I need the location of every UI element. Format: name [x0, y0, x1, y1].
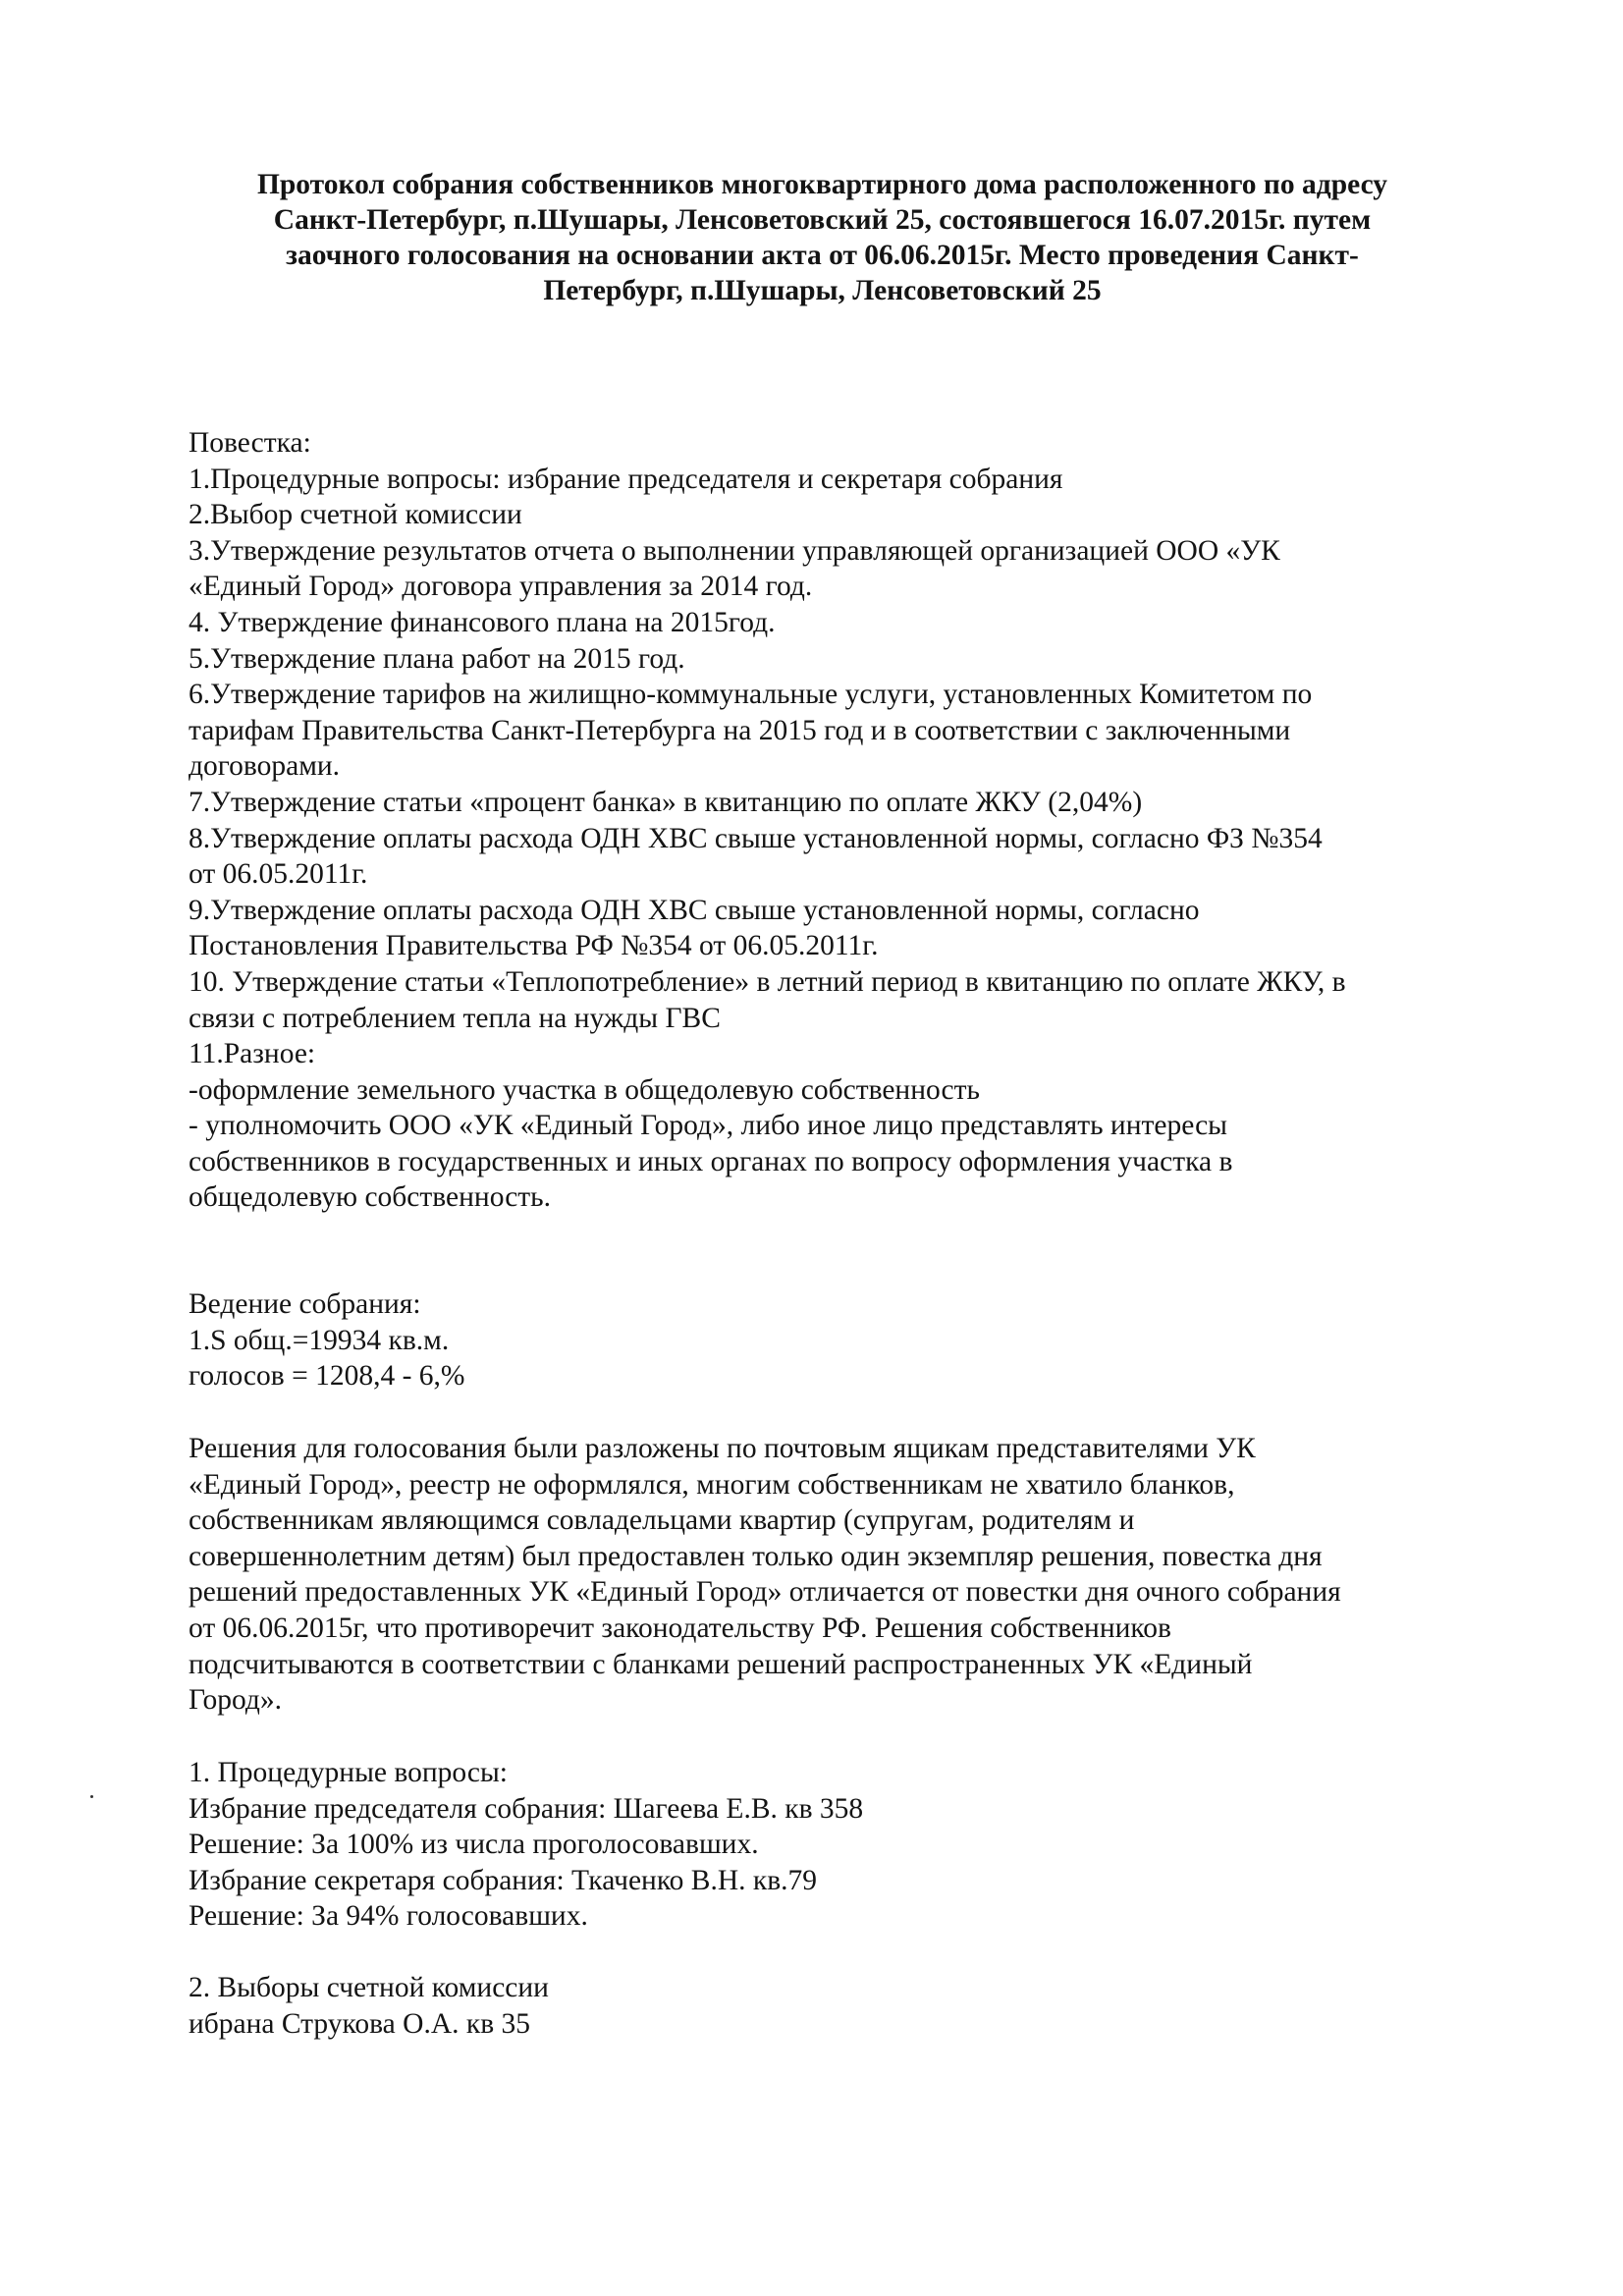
agenda-line: связи с потреблением тепла на нужды ГВС	[189, 1002, 721, 1034]
agenda-line: 1.Процедурные вопросы: избрание председателя и секретаря собрания	[189, 463, 1063, 495]
section-line: Решение: За 94% голосовавших.	[189, 1900, 588, 1933]
section-line: Решение: За 100% из числа проголосовавших.	[189, 1829, 759, 1861]
section-line: Избрание секретаря собрания: Ткаченко В.Н. кв.79	[189, 1864, 818, 1896]
agenda-line: собственников в государственных и иных органах по вопросу оформления участка в	[189, 1145, 1233, 1177]
agenda-line: 10. Утверждение статьи «Теплопотребление» в летний период в квитанцию по оплате ЖКУ, в	[189, 965, 1346, 998]
section-line: ибрана Струкова О.А. кв 35	[189, 2007, 531, 2040]
agenda-section	[189, 425, 1346, 1216]
paragraph-line: собственникам являющимся совладельцами квартир (супругам, родителям и	[189, 1504, 1135, 1537]
agenda-line: 11.Разное:	[189, 1038, 316, 1070]
decisions-paragraph	[189, 1431, 1341, 1719]
agenda-heading: Повестка:	[189, 427, 311, 459]
section-line: Избрание председателя собрания: Шагеева Е.В. кв 358	[189, 1792, 864, 1825]
agenda-line: 8.Утверждение оплаты расхода ОДН ХВС свыше установленной нормы, согласно ФЗ №354	[189, 822, 1323, 854]
agenda-line: 4. Утверждение финансового плана на 2015год.	[189, 606, 776, 638]
procedural-questions-section	[189, 1755, 863, 1935]
paragraph-line: подсчитываются в соответствии с бланками решений распространенных УК «Единый	[189, 1648, 1253, 1680]
agenda-line: Постановления Правительства РФ №354 от 06.05.2011г.	[189, 930, 879, 962]
meeting-conduct-section	[189, 1286, 465, 1394]
conduct-line: 1.S общ.=19934 кв.м.	[189, 1324, 450, 1356]
agenda-line: 7.Утверждение статьи «процент банка» в квитанцию по оплате ЖКУ (2,04%)	[189, 786, 1143, 818]
agenda-line: 9.Утверждение оплаты расхода ОДН ХВС свыше установленной нормы, согласно	[189, 894, 1200, 926]
protocol-title	[182, 167, 1463, 308]
section-heading: 1. Процедурные вопросы:	[189, 1757, 508, 1788]
agenda-line: «Единый Город» договора управления за 2014 год.	[189, 571, 813, 603]
paragraph-line: от 06.06.2015г, что противоречит законодательству РФ. Решения собственников	[189, 1612, 1171, 1644]
paragraph-line: Решения для голосования были разложены по почтовым ящикам представителями УК	[189, 1433, 1256, 1464]
title-line: Санкт-Петербург, п.Шушары, Ленсоветовский 25, состоявшегося 16.07.2015г. путем	[273, 204, 1372, 236]
agenda-line: тарифам Правительства Санкт-Петербурга на 2015 год и в соответствии с заключенными	[189, 714, 1291, 746]
title-line: заочного голосования на основании акта от 06.06.2015г. Место проведения Санкт-	[286, 240, 1359, 271]
section-heading: 2. Выборы счетной комиссии	[189, 1972, 549, 2003]
conduct-heading: Ведение собрания:	[189, 1288, 421, 1320]
paragraph-line: Город».	[189, 1684, 282, 1717]
agenda-line: общедолевую собственность.	[189, 1181, 552, 1214]
paragraph-line: «Единый Город», реестр не оформлялся, многим собственникам не хватило бланков,	[189, 1468, 1235, 1501]
agenda-line: 3.Утверждение результатов отчета о выполнении управляющей организацией ООО «УК	[189, 534, 1280, 567]
title-line: Протокол собрания собственников многоквартирного дома расположенного по адресу	[256, 169, 1388, 200]
agenda-line: от 06.05.2011г.	[189, 858, 368, 891]
agenda-line: -оформление земельного участка в общедолевую собственность	[189, 1073, 980, 1106]
conduct-line: голосов = 1208,4 - 6,%	[189, 1360, 465, 1393]
paragraph-line: решений предоставленных УК «Единый Город» отличается от повестки дня очного собрания	[189, 1576, 1341, 1609]
counting-commission-section	[189, 1970, 549, 2042]
agenda-line: 5.Утверждение плана работ на 2015 год.	[189, 642, 685, 675]
agenda-line: договорами.	[189, 750, 341, 783]
agenda-line: 6.Утверждение тарифов на жилищно-коммунальные услуги, установленных Комитетом по	[189, 679, 1313, 711]
scan-speck	[90, 1795, 93, 1798]
agenda-line: 2.Выбор счетной комиссии	[189, 499, 522, 531]
paragraph-line: совершеннолетним детям) был предоставлен только один экземпляр решения, повестка дня	[189, 1540, 1323, 1572]
title-line: Петербург, п.Шушары, Ленсоветовский 25	[543, 275, 1102, 306]
agenda-line: - уполномочить ООО «УК «Единый Город», либо иное лицо представлять интересы	[189, 1110, 1227, 1142]
